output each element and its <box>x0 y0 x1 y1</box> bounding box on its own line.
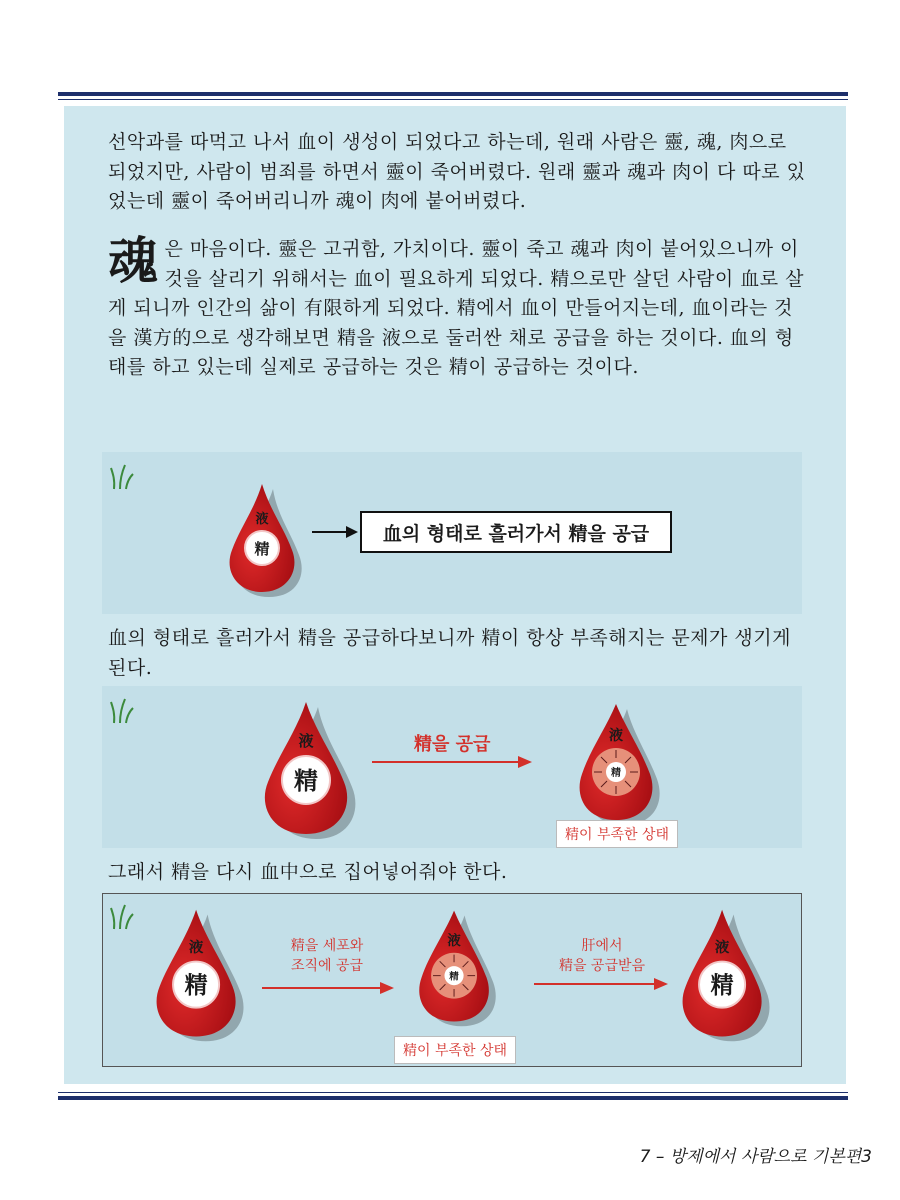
drop-label-inner: 精 <box>254 540 270 558</box>
drop-label-inner: 精 <box>294 766 318 795</box>
footer-dash: – <box>655 1147 665 1167</box>
drop-label-outer: 液 <box>188 938 204 956</box>
drop-label-outer: 液 <box>298 732 314 750</box>
arrow-right-icon <box>262 980 394 996</box>
header-rule <box>58 92 848 100</box>
grass-icon <box>110 462 134 490</box>
blood-drop-icon <box>258 700 358 840</box>
liver-supply-arrow-label <box>534 936 670 976</box>
supply-arrow-label: 精을 공급 <box>414 734 491 755</box>
blood-drop-icon <box>222 482 304 598</box>
arrow-right-icon <box>312 524 358 540</box>
drop-label-inner: 精 <box>611 768 621 779</box>
drop-cap: 魂 <box>108 231 159 290</box>
drop-label-inner: 精 <box>184 972 208 1000</box>
footer-rule <box>58 1092 848 1100</box>
page-number: 7 <box>639 1147 651 1167</box>
label-line-2: 精을 공급받음 <box>558 958 646 974</box>
drop-label-outer: 液 <box>255 512 269 527</box>
status-tag: 精이 부족한 상태 <box>394 1036 516 1064</box>
drop-label-outer: 液 <box>714 938 730 956</box>
grass-icon <box>110 696 134 724</box>
depleted-blood-drop-icon <box>572 702 662 826</box>
callout-box: 血의 형태로 흘러가서 精을 공급 <box>360 511 672 553</box>
label-line-1: 肝에서 <box>581 938 623 954</box>
drop-label-inner: 精 <box>710 972 734 1000</box>
depleted-blood-drop-icon <box>412 906 498 1030</box>
paragraph-2 <box>108 231 808 383</box>
label-line-1: 精을 세포와 <box>290 938 364 954</box>
label-line-2: 조직에 공급 <box>290 958 364 974</box>
blood-drop-icon <box>676 906 772 1044</box>
supply-cells-arrow-label <box>266 936 388 976</box>
paragraph-2-body: 은 마음이다. 靈은 고귀함, 가치이다. 靈이 죽고 魂과 肉이 붙어있으니까 이것을 살리기 위해서는 血이 필요하게 되었다. 精으로만 살던 사람이 血로 살게 되니까 인간의 삶이 有限하게 되었다. 精에서 血이 만들어지는데, 血이라는 것을 漢方的으로 생각해보면 精을 液으로 둘러싼 채로 공급을 하는 것이다. 血의 형태를 하고 있는데 실제로 공급하는 것은 精이 공급하는 것이다. <box>108 238 804 378</box>
paragraph-4: 그래서 精을 다시 血中으로 집어넣어줘야 한다. <box>108 861 508 883</box>
paragraph-3: 血의 형태로 흘러가서 精을 공급하다보니까 精이 항상 부족해지는 문제가 생기게 된다. <box>108 627 791 679</box>
arrow-right-icon <box>534 976 668 992</box>
drop-label-inner: 精 <box>449 971 459 983</box>
paragraph-1: 선악과를 따먹고 나서 血이 생성이 되었다고 하는데, 원래 사람은 靈, 魂, 肉으로 되었지만, 사람이 범죄를 하면서 靈이 죽어버렸다. 원래 靈과 魂과 肉이 다 따로 있었는데 靈이 죽어버리니까 魂이 肉에 붙어버렸다. <box>108 131 806 212</box>
drop-label-outer: 液 <box>447 933 461 950</box>
grass-icon <box>110 902 134 930</box>
page-footer <box>640 1142 872 1167</box>
drop-label-outer: 液 <box>609 728 623 744</box>
blood-drop-icon <box>150 906 246 1044</box>
book-title: 방제에서 사람으로 기본편3 <box>669 1147 872 1167</box>
arrow-right-icon <box>372 754 532 770</box>
status-tag: 精이 부족한 상태 <box>556 820 678 848</box>
